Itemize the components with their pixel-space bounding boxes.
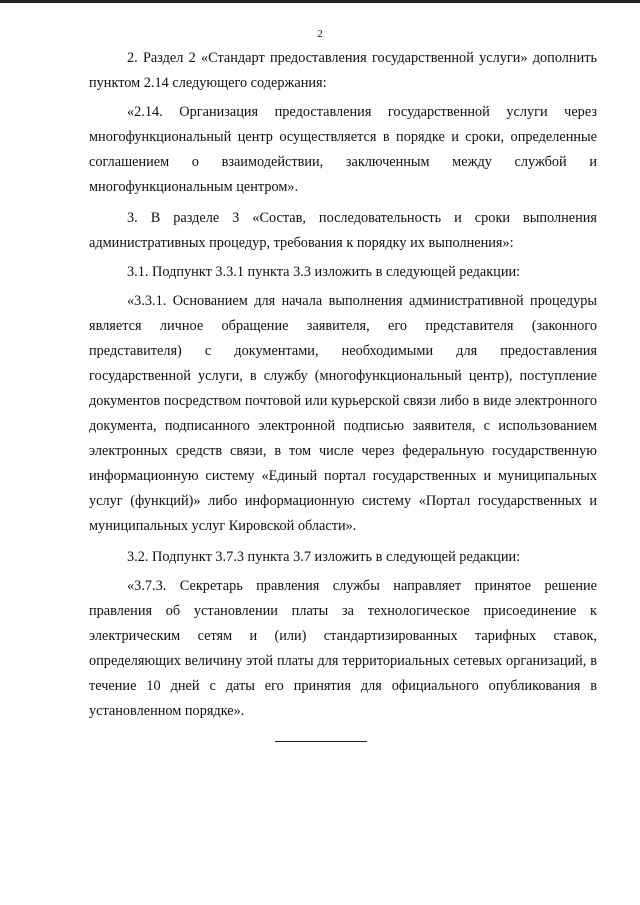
paragraph-clause-2-14: «2.14. Организация предоставления государственной услуги через многофункциональный центр осуществляется в порядке и сроки, определенные соглашением о взаимодействии, заключенным между службой и многофункциональным центром».: [89, 104, 597, 195]
paragraph-clause-3-3-1: «3.3.1. Основанием для начала выполнения административной процедуры является личное обращение заявителя, его представителя (законного представителя) с документами, необходимыми для предоставления государственной услуги, в службу (многофункциональный центр), поступление документов посредством почтовой или курьерской связи либо в виде электронного документа, подписанного электронной подписью заявителя, с использованием электронных средств связи, в том числе через федеральную государственную информационную систему «Единый портал государственных и муниципальных услуг (функций)» либо информационную систему «Портал государственных и муниципальных услуг Кировской области».: [89, 293, 597, 534]
paragraph-section-2-amendment: 2. Раздел 2 «Стандарт предоставления государственной услуги» дополнить пунктом 2.14 следующего содержания:: [89, 50, 597, 91]
paragraph-subclause-3-1: 3.1. Подпункт 3.3.1 пункта 3.3 изложить в следующей редакции:: [127, 264, 521, 280]
document-body: [89, 46, 597, 724]
paragraph-clause-3-7-3: «3.7.3. Секретарь правления службы направляет принятое решение правления об установлении платы за технологическое присоединение к электрическим сетям и (или) стандартизированных тарифных ставок, определяющих величину этой платы для территориальных сетевых организаций, в течение 10 дней с даты его принятия для официального опубликования в установленном порядке».: [89, 578, 597, 719]
end-of-text-line: [275, 741, 367, 742]
top-border-line: [0, 0, 640, 3]
paragraph-section-3-amendment: 3. В разделе 3 «Состав, последовательность и сроки выполнения административных процедур, требования к порядку их выполнения»:: [89, 210, 597, 251]
paragraph-subclause-3-2: 3.2. Подпункт 3.7.3 пункта 3.7 изложить в следующей редакции:: [127, 549, 521, 565]
page-number: 2: [317, 28, 323, 40]
